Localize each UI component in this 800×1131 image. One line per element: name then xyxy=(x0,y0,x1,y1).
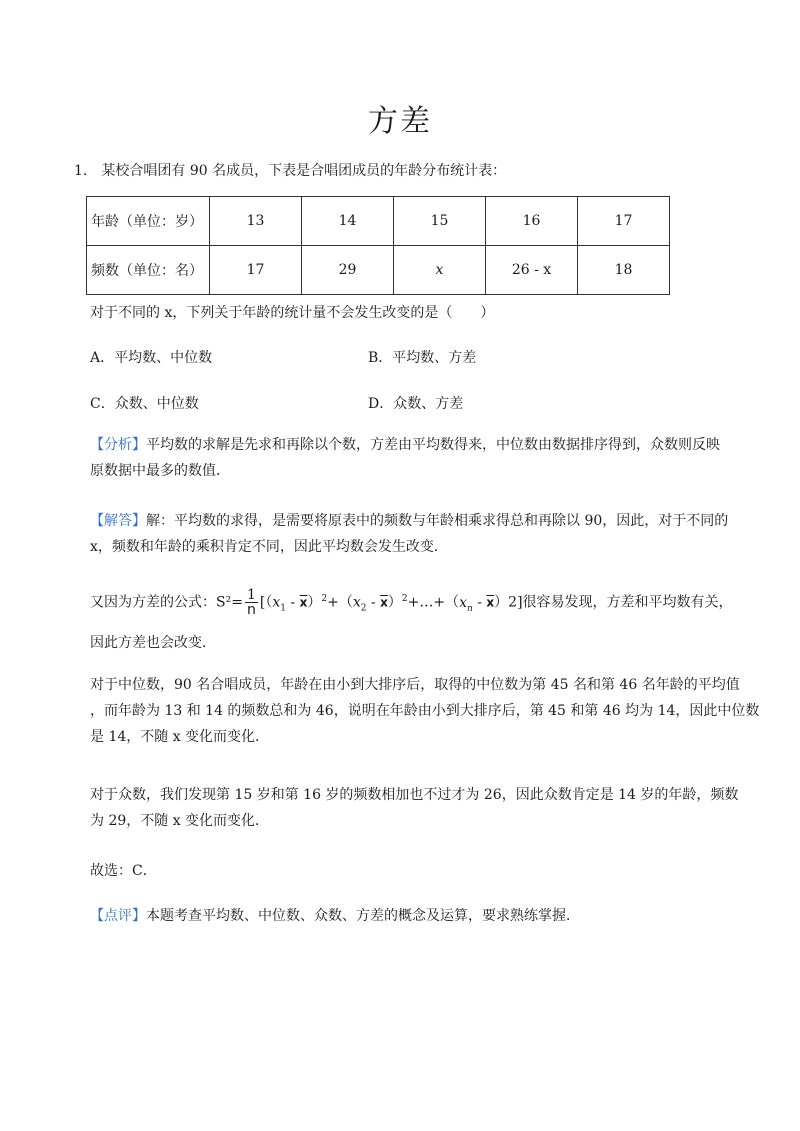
median-text: 对于中位数，90 名合唱成员，年龄在由小到大排序后，取得的中位数为第 45 名和第 46 名年龄的平均值 xyxy=(90,677,740,693)
question-number: 1． xyxy=(74,163,97,179)
analysis-tag: 【分析】 xyxy=(90,437,146,453)
table-cell: 14 xyxy=(302,197,394,246)
formula-conclusion: 因此方差也会改变． xyxy=(90,635,216,651)
option-b: B．平均数、方差 xyxy=(368,350,477,366)
median-text: ，而年龄为 13 和 14 的频数总和为 46，说明在年龄由小到大排序后，第 45 和第 46 均为 14，因此中位数 xyxy=(90,703,760,719)
option-a: A．平均数、中位数 xyxy=(90,350,213,366)
analysis-section xyxy=(90,432,730,484)
comment-tag: 【点评】 xyxy=(90,908,146,924)
question-text: 某校合唱团有 90 名成员，下表是合唱团成员的年龄分布统计表： xyxy=(101,163,507,179)
comment-text: 本题考查平均数、中位数、众数、方差的概念及运算，要求熟练掌握． xyxy=(146,908,580,924)
median-text: 是 14，不随 x 变化而变化． xyxy=(90,729,270,745)
table-cell: 26 - x xyxy=(486,246,578,295)
question-prompt: 对于不同的 x，下列关于年龄的统计量不会发生改变的是（ ） xyxy=(90,305,495,321)
solution-section xyxy=(90,508,730,560)
table-cell: x xyxy=(394,246,486,295)
variance-formula-line: 又因为方差的公式：S²= $\frac{1}{n}$ [$(x_1 - \overline{x})^2+(x_2$ - $\overline{x})^2+\dots+(x_n - \overline{x})2$]很容易发现，方差和平均数有关， xyxy=(90,587,733,618)
mode-text: 对于众数，我们发现第 15 岁和第 16 岁的频数相加也不过才为 26，因此众数肯定是 14 岁的年龄，频数 xyxy=(90,787,739,803)
formula-fraction xyxy=(245,588,258,617)
option-d: D．众数、方差 xyxy=(368,396,464,412)
option-c: C．众数、中位数 xyxy=(90,396,199,412)
table-header-age: 年龄（单位：岁） xyxy=(87,197,210,246)
formula-tail: 2]很容易发现，方差和平均数有关， xyxy=(508,594,733,611)
question-stem xyxy=(74,160,506,180)
table-cell: 16 xyxy=(486,197,578,246)
table-cell: 15 xyxy=(394,197,486,246)
page-title: 方差 xyxy=(368,104,432,139)
table-cell: 17 xyxy=(578,197,670,246)
table-header-frequency: 频数（单位：名） xyxy=(87,246,210,295)
comment-section xyxy=(90,905,580,925)
median-section xyxy=(90,672,760,750)
fraction-numerator: 1 xyxy=(246,587,256,603)
table-row xyxy=(87,246,670,295)
table-cell: 29 xyxy=(302,246,394,295)
table-row xyxy=(87,197,670,246)
mode-text: 为 29，不随 x 变化而变化． xyxy=(90,813,270,829)
solution-text: 解：平均数的求得，是需要将原表中的频数与年龄相乘求得总和再除以 90，因此，对于不同的 xyxy=(146,513,729,529)
mode-section xyxy=(90,782,739,834)
fraction-denominator: n xyxy=(246,602,256,618)
answer-text: 故选：C． xyxy=(90,863,157,879)
table-cell: 18 xyxy=(578,246,670,295)
analysis-text: 平均数的求解是先求和再除以个数，方差由平均数得来，中位数由数据排序得到，众数则反映 xyxy=(146,437,720,453)
age-frequency-table xyxy=(86,196,670,295)
solution-text: x，频数和年龄的乘积肯定不同，因此平均数会发生改变． xyxy=(90,539,448,555)
table-cell: 17 xyxy=(210,246,302,295)
formula-lead: 又因为方差的公式：S²= xyxy=(90,594,243,611)
table-cell: 13 xyxy=(210,197,302,246)
solution-tag: 【解答】 xyxy=(90,513,146,529)
analysis-text: 原数据中最多的数值． xyxy=(90,463,230,479)
